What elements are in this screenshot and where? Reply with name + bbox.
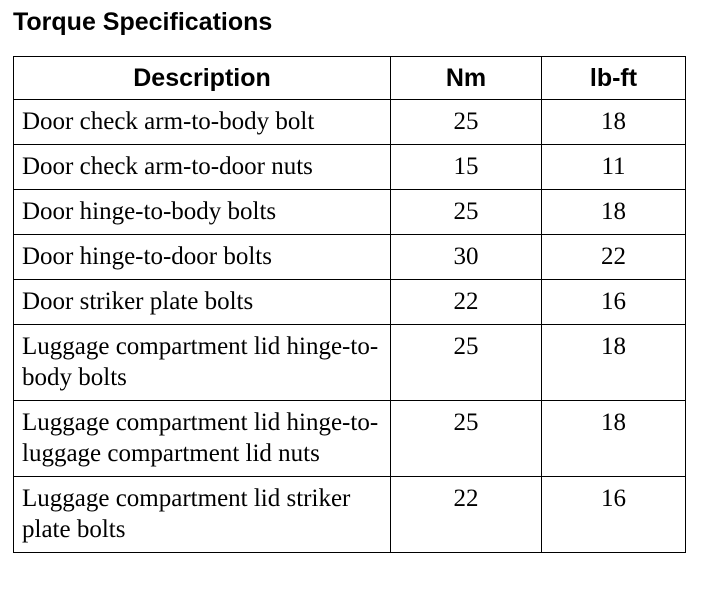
row-nm-value: 25 <box>391 100 542 145</box>
row-description: Door check arm-to-body bolt <box>14 100 391 145</box>
table-row <box>14 190 686 235</box>
table-row <box>14 401 686 477</box>
row-description: Luggage compartment lid hinge-to-body bolts <box>14 325 391 401</box>
row-description: Door hinge-to-body bolts <box>14 190 391 235</box>
row-nm-value: 30 <box>391 235 542 280</box>
row-description: Door striker plate bolts <box>14 280 391 325</box>
column-header-lbft: lb-ft <box>542 57 686 100</box>
row-description: Luggage compartment lid striker plate bolts <box>14 477 391 553</box>
row-nm-value: 15 <box>391 145 542 190</box>
row-nm-value: 22 <box>391 477 542 553</box>
row-nm-value: 22 <box>391 280 542 325</box>
table-header-row <box>14 57 686 100</box>
row-lbft-value: 18 <box>542 100 686 145</box>
row-nm-value: 25 <box>391 190 542 235</box>
column-header-description: Description <box>14 57 391 100</box>
row-nm-value: 25 <box>391 325 542 401</box>
page-title: Torque Specifications <box>13 8 273 36</box>
table-row <box>14 145 686 190</box>
row-lbft-value: 22 <box>542 235 686 280</box>
table-row <box>14 280 686 325</box>
row-description: Luggage compartment lid hinge-to-luggage compartment lid nuts <box>14 401 391 477</box>
column-header-nm: Nm <box>391 57 542 100</box>
row-lbft-value: 18 <box>542 190 686 235</box>
row-lbft-value: 16 <box>542 477 686 553</box>
row-lbft-value: 18 <box>542 325 686 401</box>
row-lbft-value: 18 <box>542 401 686 477</box>
table-row <box>14 100 686 145</box>
table-row <box>14 235 686 280</box>
row-lbft-value: 16 <box>542 280 686 325</box>
row-description: Door check arm-to-door nuts <box>14 145 391 190</box>
row-nm-value: 25 <box>391 401 542 477</box>
row-lbft-value: 11 <box>542 145 686 190</box>
table-row <box>14 325 686 401</box>
table-row <box>14 477 686 553</box>
row-description: Door hinge-to-door bolts <box>14 235 391 280</box>
torque-specifications-table <box>13 56 686 553</box>
